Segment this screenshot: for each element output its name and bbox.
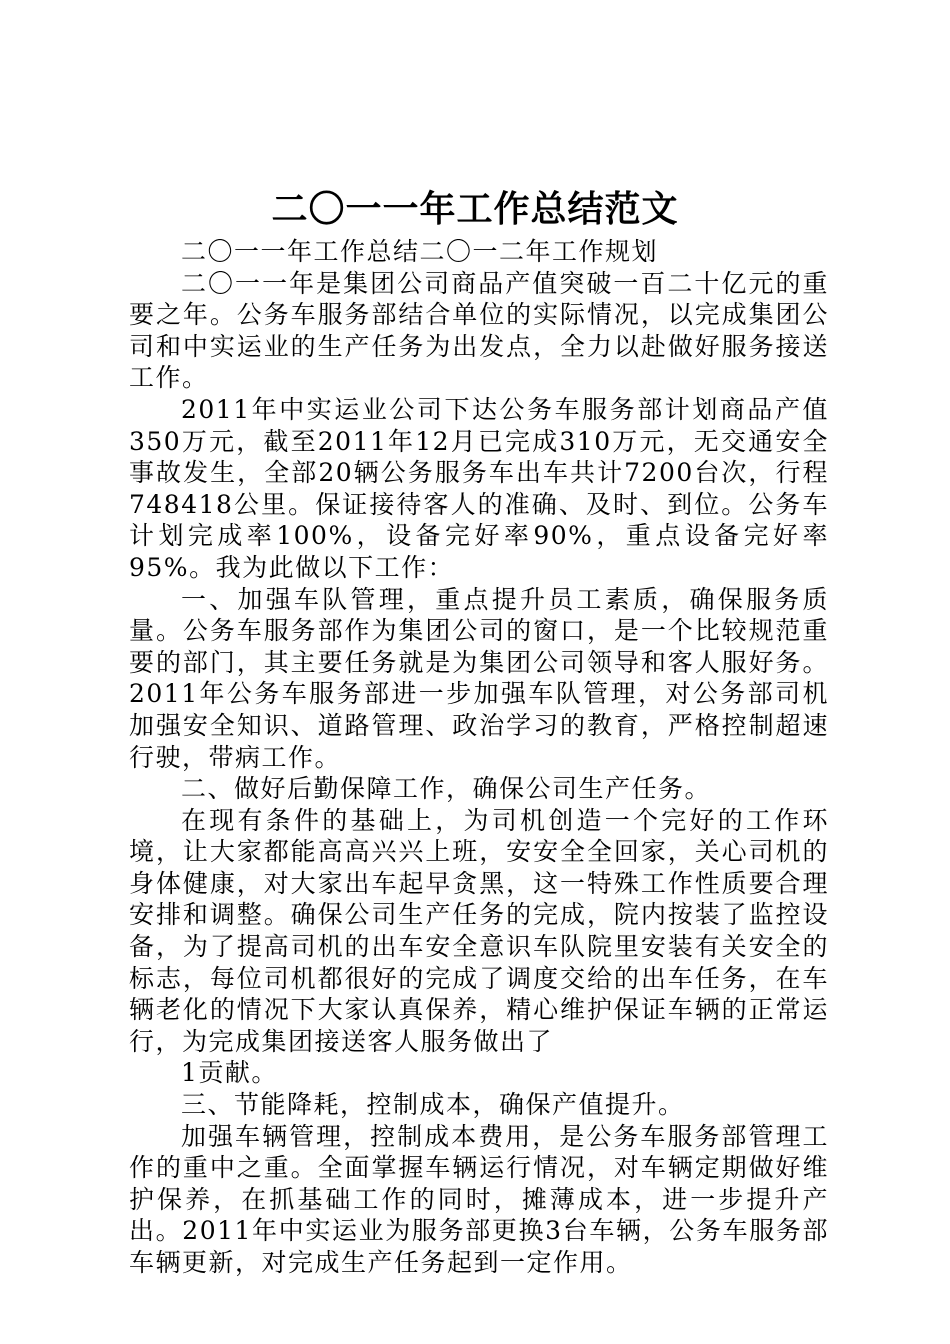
document-body [129,236,829,1279]
paragraph-subtitle: 二〇一一年工作总结二〇一二年工作规划 [181,237,659,266]
document-title: 二〇一一年工作总结范文 [271,188,679,230]
paragraph-section-3-heading: 三、节能降耗，控制成本，确保产值提升。 [181,1090,685,1120]
paragraph-section-2-heading: 二、做好后勤保障工作，确保公司生产任务。 [181,774,712,804]
paragraph-section-3-body: 加强车辆管理，控制成本费用，是公务车服务部管理工作的重中之重。全面掌握车辆运行情况，对车辆定期做好维护保养，在抓基础工作的同时，摊薄成本，进一步提升产出。2011年中实运业为服务部更换3台车辆，公务车服务部车辆更新，对完成生产任务起到一定作用。 [129,1121,829,1277]
paragraph-section-2-body: 在现有条件的基础上，为司机创造一个完好的工作环境，让大家都能高高兴兴上班，安安全全回家，关心司机的身体健康，对大家出车起早贪黑，这一特殊工作性质要合理安排和调整。确保公司生产任务的完成，院内按装了监控设备，为了提高司机的出车安全意识车队院里安装有关安全的标志，每位司机都很好的完成了调度交给的出车任务，在车辆老化的情况下大家认真保养，精心维护保证车辆的正常运行，为完成集团接送客人服务做出了 [129,805,829,1056]
paragraph-contribution: 1贡献。 [181,1058,278,1088]
paragraph-intro: 二〇一一年是集团公司商品产值突破一百二十亿元的重要之年。公务车服务部结合单位的实际情况，以完成集团公司和中实运业的生产任务为出发点，全力以赴做好服务接送工作。 [129,268,829,393]
paragraph-statistics: 2011年中实运业公司下达公务车服务部计划商品产值350万元，截至2011年12月已完成310万元，无交通安全事故发生，全部20辆公务服务车出车共计7200台次，行程748418公里。保证接待客人的准确、及时、到位。公务车计划完成率100%，设备完好率90%，重点设备完好率95%。我为此做以下工作： [129,394,829,582]
paragraph-section-1: 一、加强车队管理，重点提升员工素质，确保服务质量。公务车服务部作为集团公司的窗口，是一个比较规范重要的部门，其主要任务就是为集团公司领导和客人服好务。2011年公务车服务部进一步加强车队管理，对公务部司机加强安全知识、道路管理、政治学习的教育，严格控制超速行驶，带病工作。 [129,584,829,772]
